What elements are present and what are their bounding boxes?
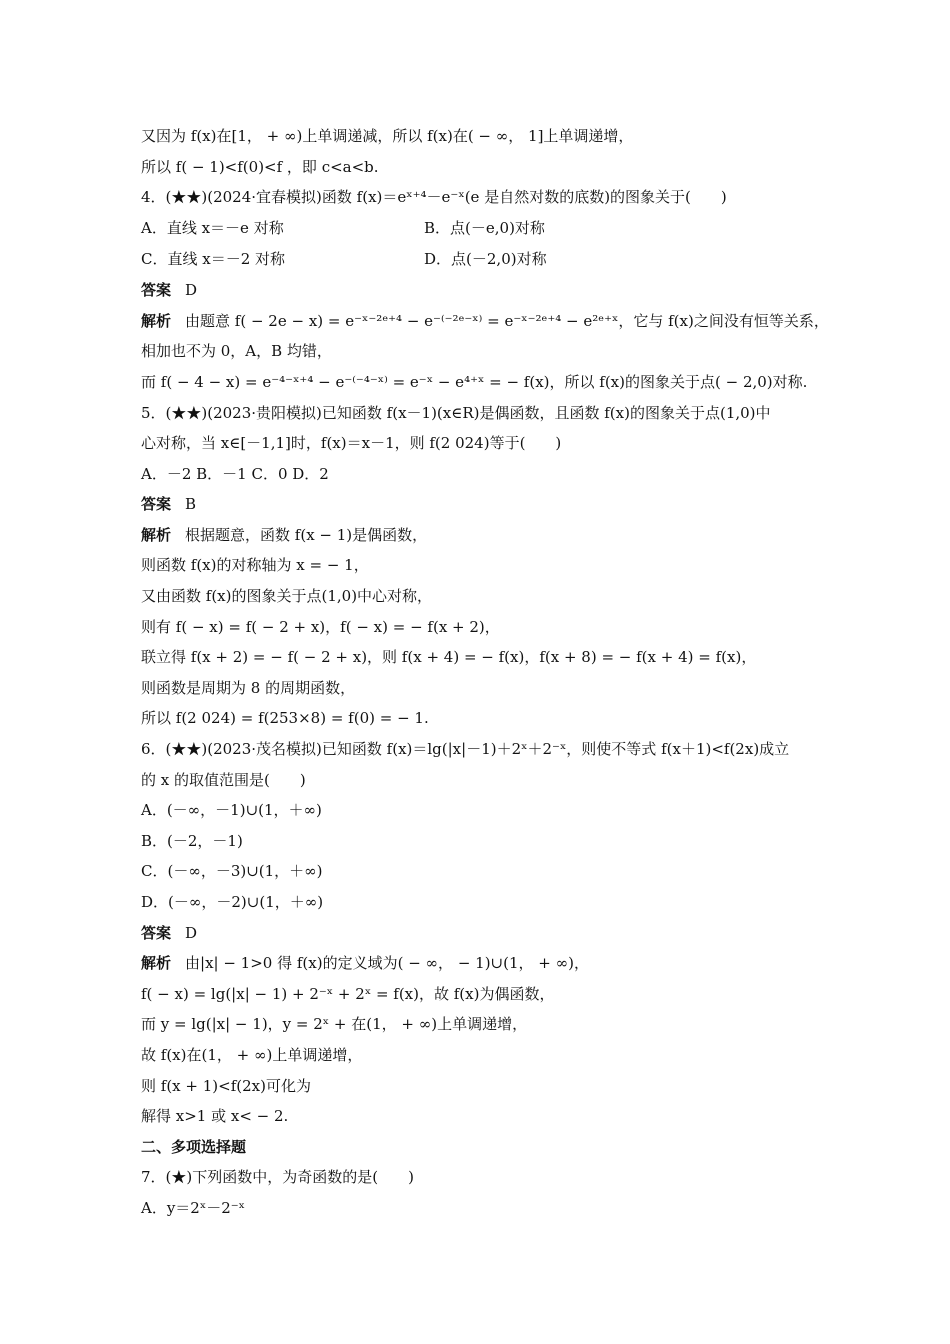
q4-option-a: A．直线 x＝－e 对称: [141, 219, 284, 237]
q5-analysis-3: 又由函数 f(x)的图象关于点(1,0)中心对称，: [141, 587, 433, 605]
q6-analysis-2: f( − x) = lg(|x| − 1) + 2⁻ˣ + 2ˣ = f(x)，故 f(x)为偶函数，: [141, 985, 555, 1003]
q4-analysis-3: 而 f( − 4 − x) = e⁻⁴⁻ˣ⁺⁴ − e⁻⁽⁻⁴⁻ˣ⁾ = e⁻ˣ − e⁴⁺ˣ = − f(x)，所以 f(x)的图象关于点( − 2,0)对称.: [141, 373, 808, 391]
text-line-2: 所以 f( − 1)<f(0)<f ，即 c<a<b.: [141, 158, 379, 176]
answer-label: 答案: [141, 495, 172, 513]
q6-option-b: B．(－2，－1): [141, 832, 243, 850]
q6-option-a: A．(－∞，－1)∪(1，＋∞): [141, 801, 322, 819]
q6-analysis-1: [141, 953, 841, 973]
q4-option-b: B．点(－e,0)对称: [424, 219, 545, 237]
q6-option-d: D．(－∞，－2)∪(1，＋∞): [141, 893, 324, 911]
analysis-label: 解析: [141, 526, 172, 544]
q5-answer: [141, 494, 841, 514]
analysis-text: 由题意 f( − 2e − x) = e⁻ˣ⁻²ᵉ⁺⁴ − e⁻⁽⁻²ᵉ⁻ˣ⁾ = e⁻ˣ⁻²ᵉ⁺⁴ − e²ᵉ⁺ˣ，它与 f(x)之间没有恒等关系，: [185, 312, 829, 330]
q6-analysis-3: 而 y = lg(|x| − 1)，y = 2ˣ + 在(1， + ∞)上单调递增，: [141, 1015, 528, 1033]
answer-value: B: [185, 495, 197, 513]
q4-option-d: D．点(－2,0)对称: [424, 250, 547, 268]
q5-options: A．－2 B．－1 C．0 D．2: [141, 465, 329, 483]
question-6-line-1: 6．(★★)(2023·茂名模拟)已知函数 f(x)＝lg(|x|－1)＋2ˣ＋2⁻ˣ，则使不等式 f(x＋1)<f(2x)成立: [141, 740, 790, 758]
q6-option-c: C．(－∞，－3)∪(1，＋∞): [141, 862, 323, 880]
q5-analysis-4: 则有 f( − x) = f( − 2 + x)，f( − x) = − f(x + 2)，: [141, 618, 500, 636]
q4-analysis-1: [141, 311, 841, 331]
question-6-line-2: 的 x 的取值范围是( ): [141, 771, 306, 789]
q5-analysis-2: 则函数 f(x)的对称轴为 x = − 1，: [141, 556, 369, 574]
analysis-text: 根据题意，函数 f(x − 1)是偶函数，: [185, 526, 428, 544]
q6-answer: [141, 923, 841, 943]
q5-analysis-6: 则函数是周期为 8 的周期函数，: [141, 679, 356, 697]
answer-value: D: [185, 281, 198, 299]
q6-analysis-4: 故 f(x)在(1， + ∞)上单调递增，: [141, 1046, 363, 1064]
analysis-text: 由|x| − 1>0 得 f(x)的定义域为( − ∞， − 1)∪(1， + ∞)，: [185, 954, 589, 972]
answer-value: D: [185, 924, 198, 942]
q4-analysis-2: 相加也不为 0，A，B 均错，: [141, 342, 332, 360]
analysis-label: 解析: [141, 954, 172, 972]
text-line-1: 又因为 f(x)在[1， + ∞)上单调递减，所以 f(x)在( − ∞， 1]上单调递增，: [141, 127, 634, 145]
question-4: 4．(★★)(2024·宜春模拟)函数 f(x)＝eˣ⁺⁴－e⁻ˣ(e 是自然对数的底数)的图象关于( ): [141, 188, 727, 206]
answer-label: 答案: [141, 281, 172, 299]
answer-label: 答案: [141, 924, 172, 942]
section-heading-multiple-choice: 二、多项选择题: [141, 1138, 247, 1156]
question-7: 7．(★)下列函数中，为奇函数的是( ): [141, 1168, 414, 1186]
q4-option-c: C．直线 x＝－2 对称: [141, 250, 286, 268]
q4-answer: [141, 280, 841, 300]
q6-analysis-5: 则 f(x + 1)<f(2x)可化为: [141, 1077, 311, 1095]
q5-analysis-7: 所以 f(2 024) = f(253×8) = f(0) = − 1.: [141, 709, 429, 727]
analysis-label: 解析: [141, 312, 172, 330]
question-5-line-2: 心对称，当 x∈[－1,1]时，f(x)＝x－1，则 f(2 024)等于( ): [141, 434, 562, 452]
q5-analysis-5: 联立得 f(x + 2) = − f( − 2 + x)，则 f(x + 4) = − f(x)，f(x + 8) = − f(x + 4) = f(x)，: [141, 648, 757, 666]
q6-analysis-6: 解得 x>1 或 x< − 2.: [141, 1107, 289, 1125]
q5-analysis-1: [141, 525, 841, 545]
q7-option-a: A．y＝2ˣ－2⁻ˣ: [141, 1199, 246, 1217]
question-5-line-1: 5．(★★)(2023·贵阳模拟)已知函数 f(x－1)(x∈R)是偶函数，且函数 f(x)的图象关于点(1,0)中: [141, 404, 771, 422]
